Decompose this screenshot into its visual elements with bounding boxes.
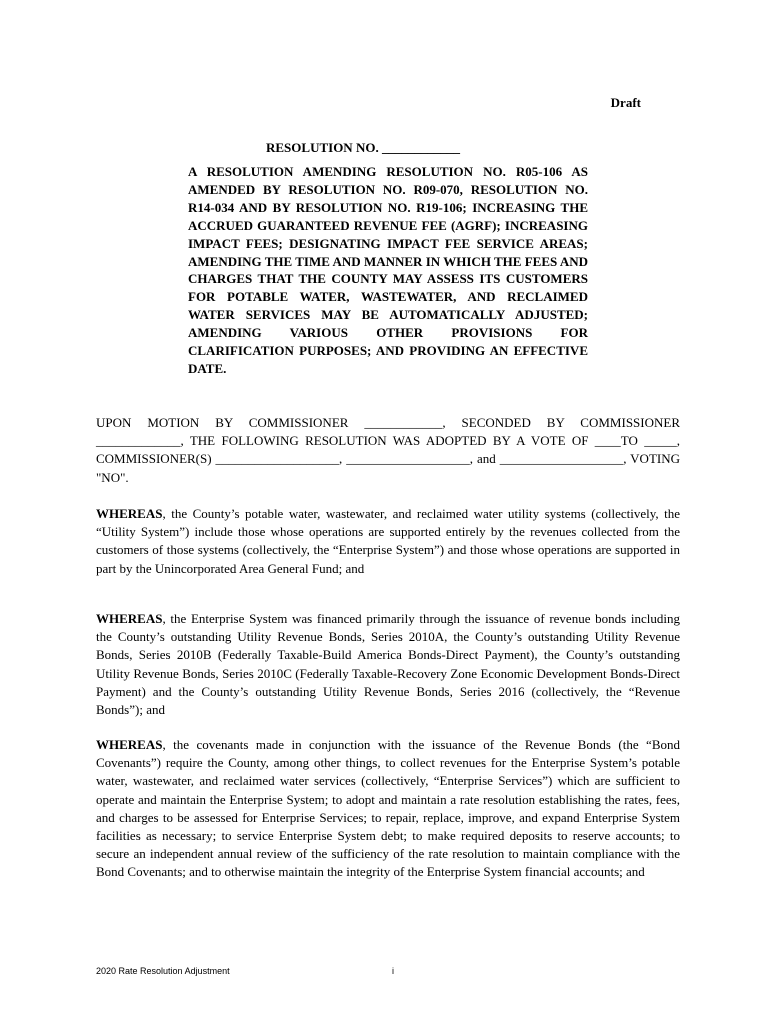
draft-label: Draft: [610, 95, 641, 110]
whereas-lead: WHEREAS: [96, 737, 163, 752]
whereas-paragraph-1: [96, 505, 680, 578]
resolution-title: A RESOLUTION AMENDING RESOLUTION NO. R05-106 AS AMENDED BY RESOLUTION NO. R09-070, RESOLUTION NO. R14-034 AND BY RESOLUTION NO. R19-106; INCREASING THE ACCRUED GUARANTEED REVENUE FEE (AGRF); INCREASING IMPACT FEES; DESIGNATING IMPACT FEE SERVICE AREAS; AMENDING THE TIME AND MANNER IN WHICH THE FEES AND CHARGES THAT THE COUNTY MAY ASSESS ITS CUSTOMERS FOR POTABLE WATER, WASTEWATER, AND RECLAIMED WATER SERVICES MAY BE AUTOMATICALLY ADJUSTED; AMENDING VARIOUS OTHER PROVISIONS FOR CLARIFICATION PURPOSES; AND PROVIDING AN EFFECTIVE DATE.: [188, 164, 588, 376]
resolution-number: RESOLUTION NO. ____________: [266, 140, 460, 155]
footer-page-number: i: [392, 966, 394, 976]
whereas-paragraph-3: [96, 736, 680, 882]
whereas-lead: WHEREAS: [96, 506, 163, 521]
footer-document-name: 2020 Rate Resolution Adjustment: [96, 966, 230, 976]
motion-paragraph: UPON MOTION BY COMMISSIONER ____________, SECONDED BY COMMISSIONER _____________, THE FOLLOWING RESOLUTION WAS ADOPTED BY A VOTE OF ____TO _____, COMMISSIONER(S) ___________________, ___________________, and ___________________, VOTING "NO".: [96, 415, 680, 485]
whereas-lead: WHEREAS: [96, 611, 163, 626]
whereas-text: , the County’s potable water, wastewater, and reclaimed water utility systems (collectively, the “Utility System”) include those whose operations are supported entirely by the revenues collected from the customers of those systems (collectively, the “Enterprise System”) and those whose operations are supported in part by the Unincorporated Area General Fund; and: [96, 506, 680, 576]
whereas-text: , the covenants made in conjunction with the issuance of the Revenue Bonds (the “Bond Covenants”) require the County, among other things, to collect revenues for the Enterprise System’s potable water, wastewater, and reclaimed water services (collectively, “Enterprise Services”) which are sufficient to operate and maintain the Enterprise System; to adopt and maintain a rate resolution establishing the rates, fees, and charges to be assessed for Enterprise Services; to repair, replace, improve, and expand Enterprise System facilities as necessary; to service Enterprise System debt; to make required deposits to reserve accounts; to secure an independent annual review of the sufficiency of the rate resolution to maintain compliance with the Bond Covenants; and to otherwise maintain the integrity of the Enterprise System financial accounts; and: [96, 737, 680, 880]
whereas-text: , the Enterprise System was financed primarily through the issuance of revenue bonds including the County’s outstanding Utility Revenue Bonds, Series 2010A, the County’s outstanding Utility Revenue Bonds, Series 2010B (Federally Taxable-Build America Bonds-Direct Payment), the County’s outstanding Utility Revenue Bonds, Series 2010C (Federally Taxable-Recovery Zone Economic Development Bonds-Direct Payment) and the County’s outstanding Utility Revenue Bonds, Series 2016 (collectively, the “Revenue Bonds”); and: [96, 611, 680, 718]
whereas-paragraph-2: [96, 610, 680, 719]
